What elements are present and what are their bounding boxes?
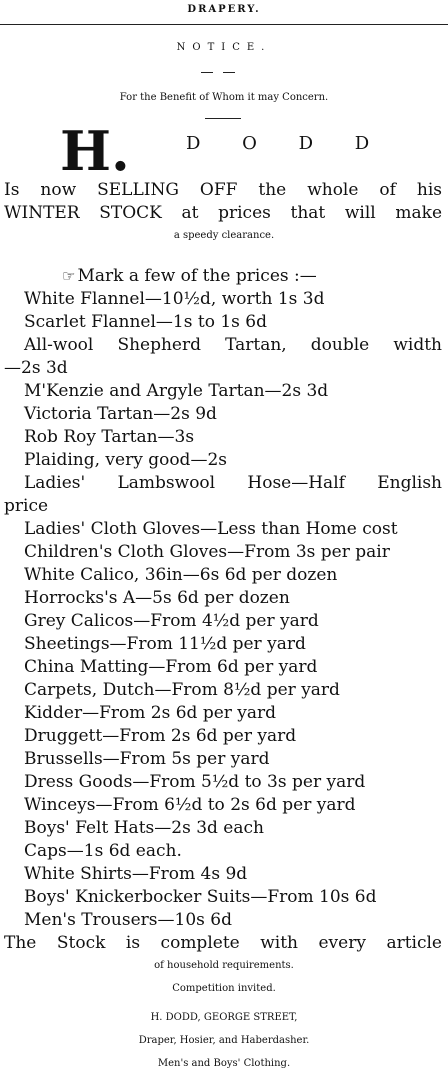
closing-line: of household requirements. xyxy=(154,960,294,971)
pointing-hand-icon: ☞ xyxy=(62,267,76,285)
intro-line: WINTER STOCK at prices that will make xyxy=(4,203,442,223)
price-item: Winceys—From 6½d to 2s 6d per yard xyxy=(24,795,356,815)
closing-line: The Stock is complete with every article xyxy=(4,933,442,953)
price-item: Boys' Knickerbocker Suits—From 10s 6d xyxy=(24,887,377,907)
price-item: Dress Goods—From 5½d to 3s per yard xyxy=(24,772,366,792)
dropcap-initial: H. xyxy=(60,119,130,183)
price-item: Grey Calicos—From 4½d per yard xyxy=(24,611,319,631)
separator-rule xyxy=(205,118,241,119)
closing-line: Competition invited. xyxy=(172,983,276,994)
price-item: Carpets, Dutch—From 8½d per yard xyxy=(24,680,340,700)
footer-trade: Draper, Hosier, and Haberdasher. xyxy=(138,1035,310,1046)
price-item: Men's Trousers—10s 6d xyxy=(24,910,232,930)
price-item: Ladies' Cloth Gloves—Less than Home cost xyxy=(24,519,398,539)
price-item: Caps—1s 6d each. xyxy=(24,841,182,861)
price-item-continuation: —2s 3d xyxy=(4,358,68,378)
subtitle: For the Benefit of Whom it may Concern. xyxy=(119,92,329,103)
footer-specialty: Men's and Boys' Clothing. xyxy=(157,1058,291,1069)
separator-dash xyxy=(223,72,235,73)
price-item: Plaiding, very good—2s xyxy=(24,450,227,470)
price-item-continuation: price xyxy=(4,496,49,516)
price-item: Kidder—From 2s 6d per yard xyxy=(24,703,277,723)
price-item: China Matting—From 6d per yard xyxy=(24,657,318,677)
price-item: Victoria Tartan—2s 9d xyxy=(24,404,217,424)
price-item: Brussells—From 5s per yard xyxy=(24,749,270,769)
intro-line: a speedy clearance. xyxy=(173,230,275,241)
price-item: Druggett—From 2s 6d per yard xyxy=(24,726,297,746)
separator-dash xyxy=(201,72,213,73)
top-rule xyxy=(0,24,448,25)
prices-intro xyxy=(62,266,317,286)
price-item: Rob Roy Tartan—3s xyxy=(24,427,195,447)
intro-line: Is now SELLING OFF the whole of his xyxy=(4,180,442,200)
price-item: White Flannel—10½d, worth 1s 3d xyxy=(24,289,325,309)
price-item: White Shirts—From 4s 9d xyxy=(24,864,248,884)
section-heading: DRAPERY. xyxy=(187,4,261,15)
price-item: Sheetings—From 11½d per yard xyxy=(24,634,306,654)
price-item: All-wool Shepherd Tartan, double width xyxy=(24,335,442,355)
price-item: White Calico, 36in—6s 6d per dozen xyxy=(24,565,338,585)
prices-intro-text: Mark a few of the prices :— xyxy=(77,266,317,286)
price-item: Scarlet Flannel—1s to 1s 6d xyxy=(24,312,267,332)
price-item: Children's Cloth Gloves—From 3s per pair xyxy=(24,542,390,562)
notice-heading: NOTICE. xyxy=(176,42,272,53)
price-item: M'Kenzie and Argyle Tartan—2s 3d xyxy=(24,381,329,401)
price-item: Horrocks's A—5s 6d per dozen xyxy=(24,588,290,608)
merchant-surname: D O D D xyxy=(186,133,371,154)
price-item: Ladies' Lambswool Hose—Half English xyxy=(24,473,442,493)
price-item: Boys' Felt Hats—2s 3d each xyxy=(24,818,264,838)
footer-address: H. DODD, GEORGE STREET, xyxy=(150,1012,298,1023)
